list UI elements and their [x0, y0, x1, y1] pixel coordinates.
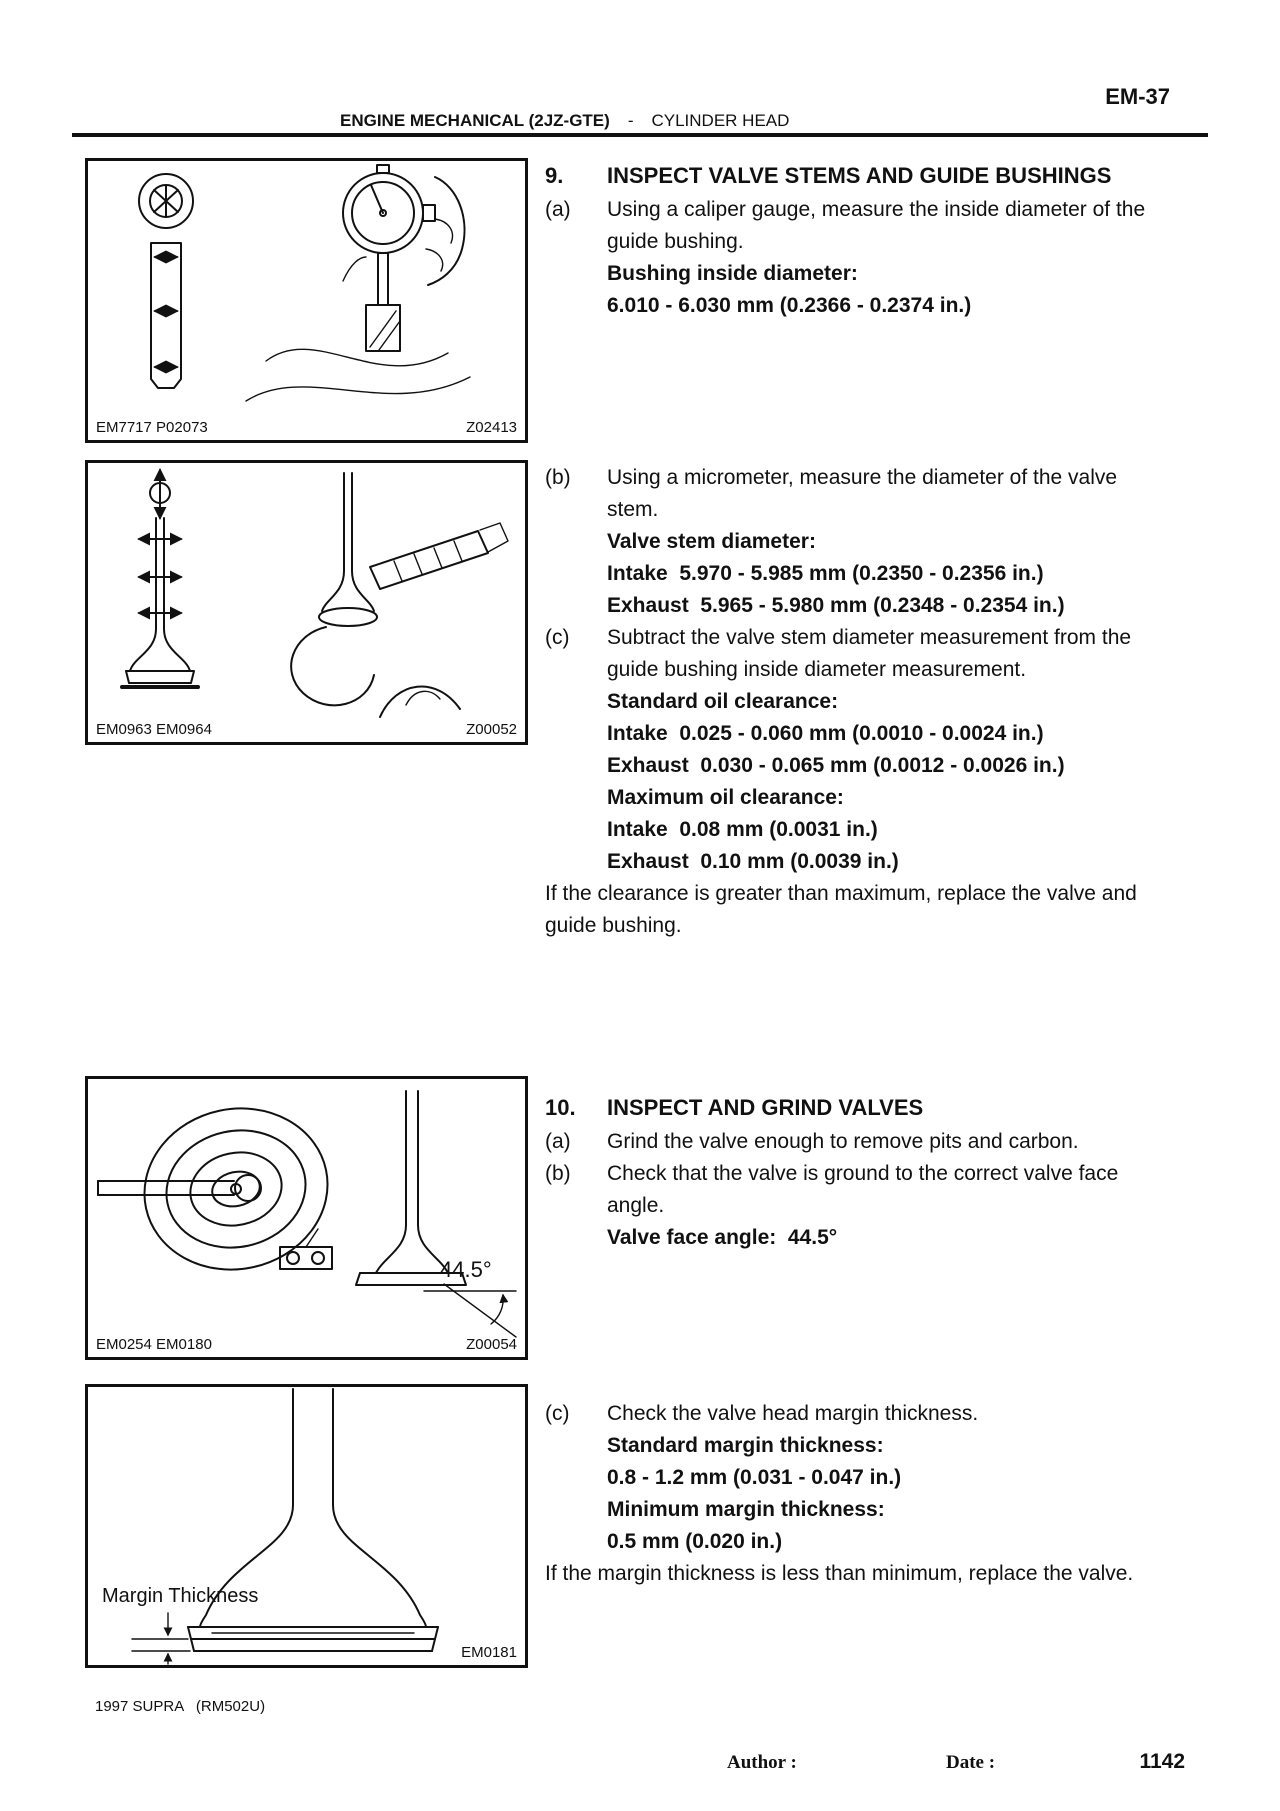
- footer-page-number: 1142: [1139, 1750, 1185, 1773]
- step-label: (c): [545, 1402, 570, 1425]
- spec-line: Exhaust 0.10 mm (0.0039 in.): [607, 850, 899, 873]
- spec-line: Valve face angle: 44.5°: [607, 1226, 838, 1249]
- step-body: [607, 1158, 1118, 1254]
- step-b: [545, 1158, 1205, 1254]
- note-line: If the clearance is greater than maximum, replace the valve and: [545, 882, 1137, 905]
- bushing-top-view: [139, 174, 193, 228]
- figure-margin-thickness: [85, 1384, 528, 1668]
- step-body: [607, 194, 1145, 322]
- footer-model: 1997 SUPRA (RM502U): [95, 1698, 266, 1715]
- figure-code: Z00054: [466, 1336, 517, 1353]
- section-9-continued: [545, 462, 1205, 942]
- spec-line: Valve stem diameter:: [607, 530, 816, 553]
- step-label: (b): [545, 466, 571, 489]
- spec-line: Exhaust 5.965 - 5.980 mm (0.2348 - 0.2354 in.): [607, 594, 1065, 617]
- step-c: [545, 1398, 1205, 1558]
- step-label: (a): [545, 1130, 571, 1153]
- step-label: (b): [545, 1162, 571, 1185]
- micrometer-drawing: [291, 473, 508, 717]
- valve-face-angle-value: 44.5°: [440, 1257, 492, 1282]
- step-label: (c): [545, 626, 570, 649]
- breadcrumb-subsection: CYLINDER HEAD: [651, 111, 790, 130]
- valve-head-drawing: [188, 1389, 438, 1651]
- note-line: If the margin thickness is less than minimum, replace the valve.: [545, 1562, 1134, 1585]
- bushing-side-view: [151, 243, 181, 388]
- spec-line: Intake 0.08 mm (0.0031 in.): [607, 818, 878, 841]
- text-line: angle.: [607, 1194, 665, 1217]
- text-line: Using a micrometer, measure the diameter of the valve: [607, 466, 1118, 489]
- header-rule: [72, 133, 1208, 137]
- footer-author-label: Author :: [727, 1752, 797, 1773]
- step-a: [545, 1126, 1205, 1158]
- valve-measure-points: [122, 470, 198, 687]
- spec-line: Maximum oil clearance:: [607, 786, 844, 809]
- micrometer-illustration: [88, 463, 525, 742]
- spec-line: Standard oil clearance:: [607, 690, 839, 713]
- dial-gauge-drawing: [246, 165, 470, 401]
- breadcrumb: [340, 111, 789, 131]
- section-number: 10.: [545, 1095, 576, 1120]
- figure-valve-grinding: [85, 1076, 528, 1360]
- valve-face-angle-drawing: [356, 1091, 516, 1337]
- section-9-title-row: [545, 158, 1205, 194]
- page-code: EM-37: [1105, 84, 1170, 109]
- text-line: stem.: [607, 498, 659, 521]
- figure-micrometer: [85, 460, 528, 745]
- spec-line: 6.010 - 6.030 mm (0.2366 - 0.2374 in.): [607, 294, 972, 317]
- footer-date-label: Date :: [946, 1752, 996, 1773]
- section-9: [545, 158, 1205, 322]
- step-label: (a): [545, 198, 571, 221]
- spec-line: 0.8 - 1.2 mm (0.031 - 0.047 in.): [607, 1466, 902, 1489]
- figure-code: EM0181: [461, 1644, 517, 1661]
- margin-dimension-arrows: [132, 1613, 190, 1664]
- step-body: [607, 1398, 978, 1558]
- spec-line: Minimum margin thickness:: [607, 1498, 885, 1521]
- step-body: [607, 462, 1117, 622]
- step-body: [607, 622, 1131, 878]
- step-body: [607, 1126, 1079, 1158]
- valve-grinding-illustration: [88, 1079, 525, 1357]
- text-line: Check that the valve is ground to the correct valve face: [607, 1162, 1119, 1185]
- spec-line: Standard margin thickness:: [607, 1434, 884, 1457]
- text-line: Grind the valve enough to remove pits and carbon.: [607, 1130, 1079, 1153]
- margin-thickness-illustration: [88, 1387, 525, 1665]
- margin-thickness-label: Margin Thickness: [102, 1585, 259, 1607]
- note-line: guide bushing.: [545, 914, 682, 937]
- text-line: Check the valve head margin thickness.: [607, 1402, 979, 1425]
- section-10-title-row: [545, 1090, 1205, 1126]
- text-line: guide bushing.: [607, 230, 744, 253]
- step-a: [545, 194, 1205, 322]
- breadcrumb-separator: -: [627, 111, 634, 130]
- figure-code: EM7717 P02073: [96, 419, 208, 436]
- grinder-drawing: [98, 1092, 343, 1287]
- spec-line: 0.5 mm (0.020 in.): [607, 1530, 783, 1553]
- step-c: [545, 622, 1205, 878]
- figure-code: EM0963 EM0964: [96, 721, 212, 738]
- text-line: guide bushing inside diameter measurement.: [607, 658, 1027, 681]
- spec-line: Bushing inside diameter:: [607, 262, 858, 285]
- step-b: [545, 462, 1205, 622]
- figure-code: Z00052: [466, 721, 517, 738]
- spec-line: Exhaust 0.030 - 0.065 mm (0.0012 - 0.0026 in.): [607, 754, 1065, 777]
- section-10: [545, 1090, 1205, 1254]
- section-title: INSPECT VALVE STEMS AND GUIDE BUSHINGS: [607, 163, 1112, 188]
- section-10-continued: [545, 1398, 1205, 1590]
- caliper-gauge-illustration: [88, 161, 525, 440]
- spec-line: Intake 0.025 - 0.060 mm (0.0010 - 0.0024 in.): [607, 722, 1044, 745]
- figure-code: EM0254 EM0180: [96, 1336, 212, 1353]
- text-line: Subtract the valve stem diameter measurement from the: [607, 626, 1132, 649]
- breadcrumb-section: ENGINE MECHANICAL (2JZ-GTE): [340, 111, 610, 130]
- spec-line: Intake 5.970 - 5.985 mm (0.2350 - 0.2356 in.): [607, 562, 1044, 585]
- text-line: Using a caliper gauge, measure the inside diameter of the: [607, 198, 1146, 221]
- section-number: 9.: [545, 163, 564, 188]
- figure-caliper-gauge: [85, 158, 528, 443]
- section-title: INSPECT AND GRIND VALVES: [607, 1095, 924, 1120]
- figure-code: Z02413: [466, 419, 517, 436]
